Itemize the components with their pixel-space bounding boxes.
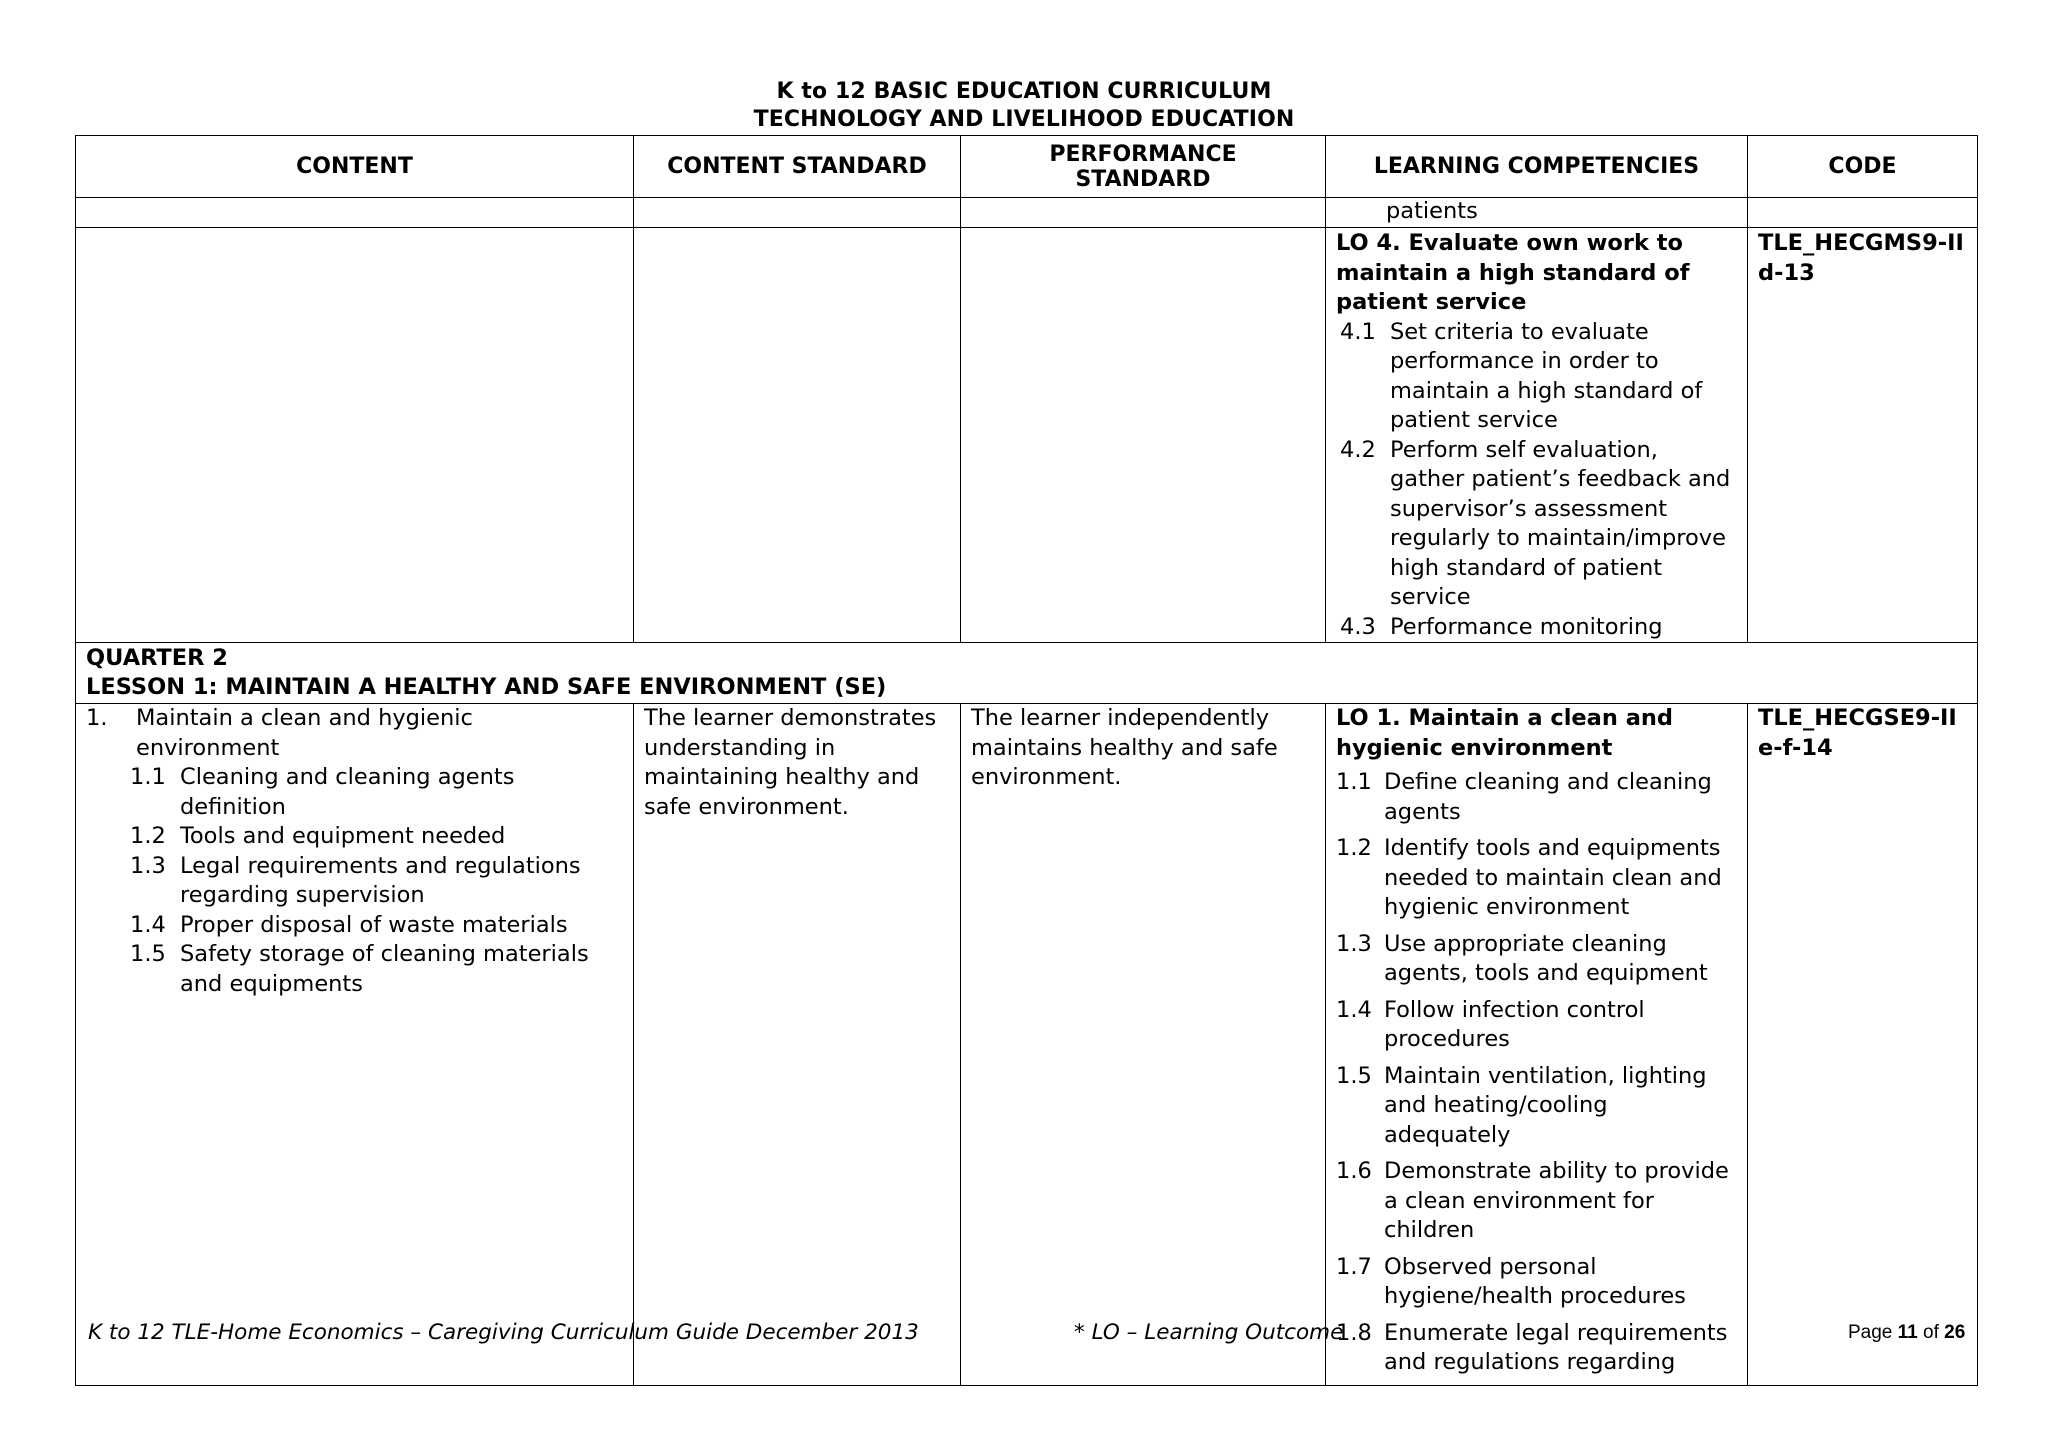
item-text: Maintain a clean and hygienic environment — [136, 705, 473, 761]
quarter-row — [76, 643, 1978, 704]
list-item — [1336, 1062, 1737, 1151]
footer-guide-title: K to 12 TLE-Home Economics – Caregiving Curriculum Guide December 2013 — [88, 1320, 919, 1345]
page-number — [1848, 1322, 1965, 1344]
item-number: 1.4 — [1336, 996, 1372, 1023]
item-number: 1.4 — [130, 911, 166, 938]
item-number: 1.6 — [1336, 1158, 1372, 1184]
item-number: 1.2 — [1336, 835, 1372, 861]
list-item — [130, 852, 623, 911]
item-text: Demonstrate ability to provide a clean environment for children — [1384, 1158, 1729, 1243]
continued-competency-cell — [1326, 198, 1748, 228]
lo4-competency-cell — [1326, 228, 1748, 643]
item-text: Tools and equipment needed — [180, 823, 506, 849]
content-cell — [76, 704, 634, 1386]
curriculum-table — [75, 135, 1978, 1386]
lo1-heading: LO 1. Maintain a clean and hygienic environment — [1336, 705, 1674, 761]
column-header-code: CODE — [1748, 136, 1978, 198]
item-number: 1.1 — [1336, 769, 1372, 795]
empty-cell — [76, 228, 634, 643]
lo1-competency-cell — [1326, 704, 1748, 1386]
item-text: Set criteria to evaluate performance in order to maintain a high standard of patient service — [1390, 318, 1703, 433]
performance-standard-cell: The learner independently maintains healthy and safe environment. — [961, 704, 1326, 1386]
item-text: Cleaning and cleaning agents definition — [180, 764, 515, 820]
empty-cell — [76, 198, 634, 228]
empty-cell — [634, 198, 961, 228]
list-item — [130, 822, 623, 852]
list-item — [130, 940, 623, 999]
item-text: Identify tools and equipments needed to maintain clean and hygienic environment — [1384, 835, 1722, 920]
empty-cell — [1748, 198, 1978, 228]
page-word: Page — [1848, 1322, 1893, 1343]
table-row — [76, 704, 1978, 1386]
item-number: 1.1 — [130, 764, 166, 790]
item-text: Follow infection control procedures — [1384, 996, 1645, 1052]
item-text: Enumerate legal requirements and regulations regarding — [1384, 1319, 1728, 1375]
table-row — [76, 198, 1978, 228]
list-item — [1336, 1157, 1737, 1246]
column-header-content: CONTENT — [76, 136, 634, 198]
column-header-performance-line1: PERFORMANCE — [1049, 141, 1237, 167]
item-number: 1.7 — [1336, 1253, 1372, 1280]
empty-cell — [634, 228, 961, 643]
lo1-code: TLE_HECGSE9-IIe-f-14 — [1748, 704, 1978, 1386]
item-text: Perform self evaluation, gather patient’s feedback and supervisor’s assessment regularly to maintain/improve high standard of patient service — [1390, 436, 1731, 610]
list-item — [1336, 768, 1737, 827]
column-header-performance-standard — [961, 136, 1326, 198]
document-title: K to 12 BASIC EDUCATION CURRICULUM — [776, 79, 1272, 104]
quarter-label: QUARTER 2 — [86, 645, 228, 671]
list-item — [1336, 930, 1737, 989]
footer-note: * LO – Learning Outcome — [1074, 1320, 1344, 1345]
quarter-cell — [76, 643, 1978, 704]
column-header-performance-line2: STANDARD — [1075, 166, 1211, 192]
column-header-learning-competencies: LEARNING COMPETENCIES — [1326, 136, 1748, 198]
column-header-content-standard: CONTENT STANDARD — [634, 136, 961, 198]
document-subtitle: TECHNOLOGY AND LIVELIHOOD EDUCATION — [753, 107, 1295, 132]
item-number: 4.1 — [1340, 318, 1376, 345]
item-number: 1.5 — [130, 941, 166, 967]
list-item — [1336, 436, 1737, 613]
item-number: 1.3 — [1336, 930, 1372, 957]
item-text: Define cleaning and cleaning agents — [1384, 769, 1712, 825]
empty-cell — [961, 228, 1326, 643]
continued-text: patients — [1386, 198, 1478, 224]
item-number: 4.3 — [1340, 613, 1376, 640]
item-number: 4.2 — [1340, 436, 1376, 463]
lesson-title: LESSON 1: MAINTAIN A HEALTHY AND SAFE ENVIRONMENT (SE) — [86, 674, 887, 700]
content-main-item — [86, 704, 623, 763]
item-number: 1.8 — [1336, 1319, 1372, 1346]
list-item — [1336, 996, 1737, 1055]
item-text: Maintain ventilation, lighting and heating/cooling adequately — [1384, 1062, 1707, 1148]
list-item — [1336, 318, 1737, 436]
current-page: 11 — [1897, 1322, 1918, 1343]
content-standard-cell: The learner demonstrates understanding in maintaining healthy and safe environment. — [634, 704, 961, 1386]
total-pages: 26 — [1944, 1322, 1966, 1343]
item-text: Observed personal hygiene/health procedures — [1384, 1253, 1686, 1309]
item-text: Legal requirements and regulations regarding supervision — [180, 852, 581, 908]
list-item — [1336, 1253, 1737, 1312]
list-item — [1336, 834, 1737, 923]
table-header-row — [76, 136, 1978, 198]
lo4-code: TLE_HECGMS9-IId-13 — [1748, 228, 1978, 643]
item-number: 1. — [86, 705, 108, 731]
page-of: of — [1923, 1322, 1939, 1343]
item-number: 1.5 — [1336, 1062, 1372, 1089]
list-item — [130, 911, 623, 941]
item-text: Use appropriate cleaning agents, tools and equipment — [1384, 930, 1708, 986]
item-number: 1.3 — [130, 852, 166, 879]
item-text: Proper disposal of waste materials — [180, 911, 568, 938]
item-text: Safety storage of cleaning materials and equipments — [180, 941, 589, 997]
table-row — [76, 228, 1978, 643]
content-sub-list — [86, 763, 623, 999]
list-item — [1336, 613, 1737, 643]
item-number: 1.2 — [130, 823, 166, 849]
item-text: Performance monitoring — [1390, 613, 1663, 640]
lo4-heading: LO 4. Evaluate own work to maintain a high standard of patient service — [1336, 230, 1690, 315]
empty-cell — [961, 198, 1326, 228]
list-item — [130, 763, 623, 822]
list-item — [1336, 1319, 1737, 1378]
